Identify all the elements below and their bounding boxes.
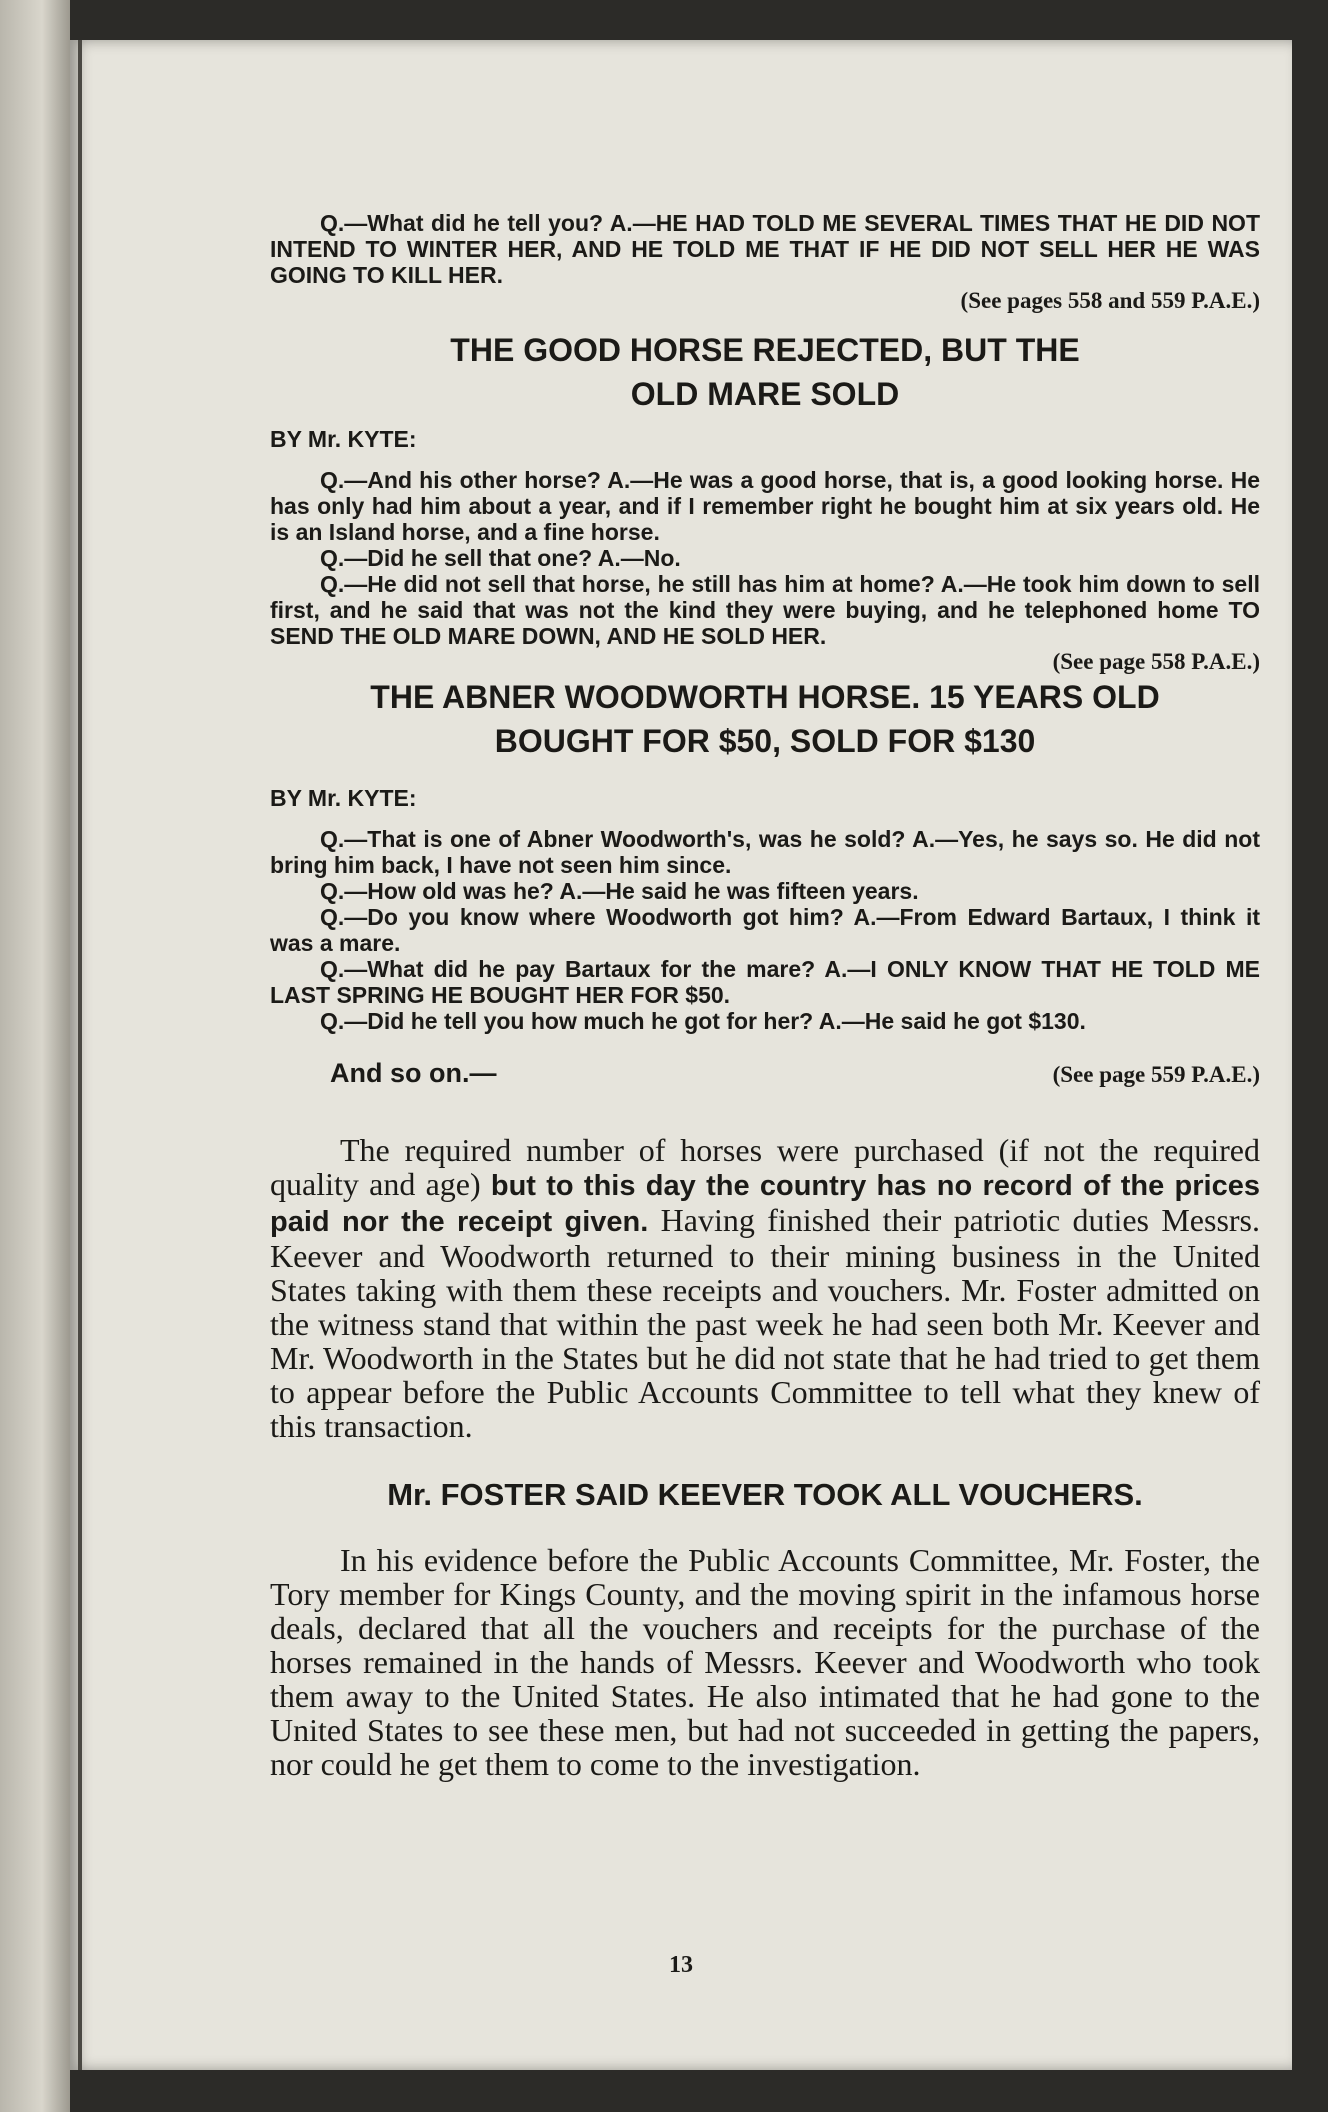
qa-paragraph: Q.—That is one of Abner Woodworth's, was he sold? A.—Yes, he says so. He did not bring him back, I have not seen him since. — [270, 826, 1260, 878]
heading-line: OLD MARE SOLD — [630, 376, 900, 412]
qa-paragraph: Q.—He did not sell that horse, he still has him at home? A.—He took him down to sell first, and he said that was not the kind they were buying, and he telephoned home TO SEND THE OLD MARE DOWN, AND HE SOLD HER. — [270, 571, 1260, 649]
page-number: 13 — [669, 1952, 693, 1978]
section-heading: Mr. FOSTER SAID KEEVER TOOK ALL VOUCHERS. — [387, 1477, 1143, 1512]
facing-page-edge — [0, 0, 70, 2112]
qa-paragraph: Q.—Did he tell you how much he got for her? A.—He said he got $130. — [320, 1008, 1086, 1034]
qa-paragraph: Q.—What did he pay Bartaux for the mare? A.—I ONLY KNOW THAT HE TOLD ME LAST SPRING HE BOUGHT HER FOR $50. — [270, 956, 1260, 1008]
qa-paragraph: Q.—How old was he? A.—He said he was fifteen years. — [320, 878, 919, 904]
body-emphasis: but to this day the country has no record of the prices paid nor the receipt given. — [270, 1170, 1260, 1238]
qa-paragraph: Q.—And his other horse? A.—He was a good horse, that is, a good looking horse. He has only had him about a year, and if I remember right he bought him at six years old. He is an Island horse, and a fine horse. — [270, 467, 1260, 545]
and-so-on: And so on.— — [330, 1058, 497, 1088]
body-text: Having finished their patriotic duties Messrs. Keever and Woodworth returned to their mining business in the United States taking with them these receipts and vouchers. Mr. Foster admitted on the witness stand that within the past week he had seen both Mr. Keever and Mr. Woodworth in the States but he did not state that he had tried to get them to appear before the Public Accounts Committee to tell what they knew of this transaction. — [270, 1202, 1260, 1444]
page-reference: (See pages 558 and 559 P.A.E.) — [960, 288, 1260, 313]
section-heading — [270, 328, 1260, 416]
page-reference: (See page 559 P.A.E.) — [1052, 1062, 1260, 1087]
page-content — [270, 210, 1260, 1781]
heading-line: THE GOOD HORSE REJECTED, BUT THE — [450, 332, 1080, 368]
speaker-label: BY Mr. KYTE: — [270, 785, 417, 811]
page-reference: (See page 558 P.A.E.) — [1052, 649, 1260, 674]
speaker-label: BY Mr. KYTE: — [270, 426, 417, 452]
qa-paragraph: Q.—What did he tell you? A.—HE HAD TOLD ME SEVERAL TIMES THAT HE DID NOT INTEND TO WINTER HER, AND HE TOLD ME THAT IF HE DID NOT SELL HER HE WAS GOING TO KILL HER. — [270, 210, 1260, 288]
body-paragraph — [270, 1133, 1260, 1443]
heading-line: BOUGHT FOR $50, SOLD FOR $130 — [494, 723, 1036, 759]
body-paragraph: In his evidence before the Public Accounts Committee, Mr. Foster, the Tory member for Kings County, and the moving spirit in the infamous horse deals, declared that all the vouchers and receipts for the purchase of the horses remained in the hands of Messrs. Keever and Woodworth who took them away to the United States. He also intimated that he had gone to the United States to see these men, but had not succeeded in getting the papers, nor could he get them to come to the investigation. — [270, 1542, 1260, 1782]
section-heading — [270, 675, 1260, 763]
heading-line: THE ABNER WOODWORTH HORSE. 15 YEARS OLD — [370, 679, 1160, 715]
document-page — [70, 40, 1292, 2070]
body-text: The required number of horses were purchased (if not the required quality and age) — [270, 1132, 1260, 1202]
qa-paragraph: Q.—Did he sell that one? A.—No. — [320, 545, 681, 571]
page-gutter-line — [78, 40, 82, 2070]
qa-paragraph: Q.—Do you know where Woodworth got him? A.—From Edward Bartaux, I think it was a mare. — [270, 904, 1260, 956]
and-so-on-row — [270, 1058, 1260, 1089]
